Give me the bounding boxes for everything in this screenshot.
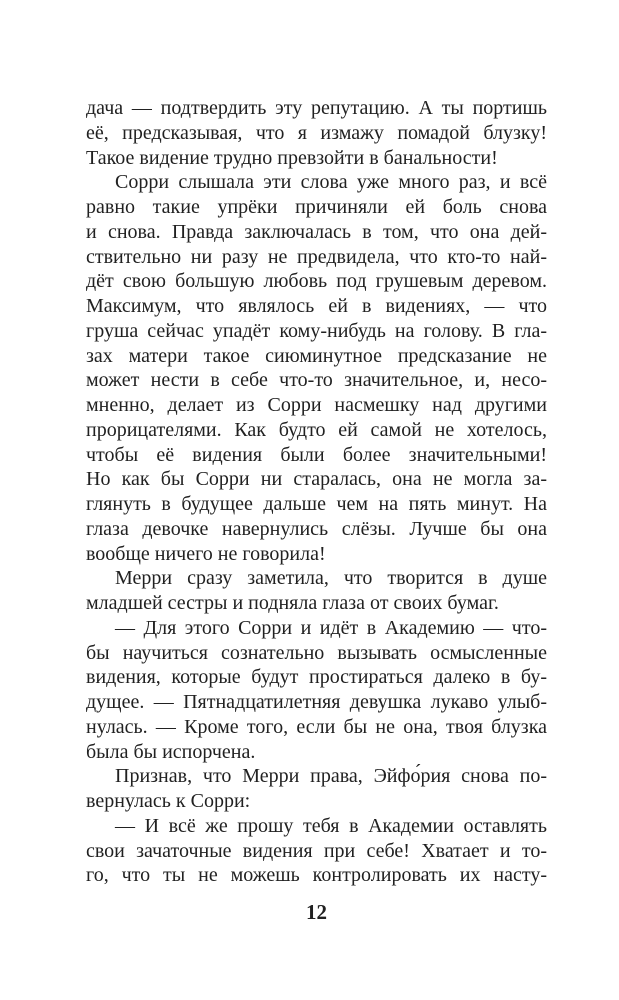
text-line: мненно, делает из Сорри насмешку над другими	[86, 394, 547, 416]
text-line: Мерри сразу заметила, что творится в душе	[115, 567, 547, 590]
text-line: ствительно ни разу не предвидела, что кто-то най-	[86, 245, 547, 268]
text-line: бы научиться сознательно вызывать осмысленные	[86, 641, 547, 664]
text-line: младшей сестры и подняла глаза от своих бумаг.	[86, 592, 499, 614]
text-line: дущее. — Пятнадцатилетняя девушка лукаво улыб-	[86, 691, 547, 713]
text-line: Максимум, что являлось ей в видениях, — что	[86, 295, 547, 317]
text-line: Такое видение трудно превзойти в банальности!	[86, 146, 498, 169]
text-line: вообще ничего не говорила!	[86, 542, 326, 565]
text-line: груша сейчас упадёт кому-нибудь на голову. В гла-	[86, 319, 547, 342]
text-line: может нести в себе что-то значительное, и, несо-	[86, 369, 547, 392]
text-line: свои зачаточные видения при себе! Хватает и то-	[86, 839, 547, 862]
text-line: го, что ты не можешь контролировать их насту-	[86, 864, 547, 887]
text-line: прорицателями. Как будто ей самой не хотелось,	[86, 418, 547, 441]
text-line: дёт свою большую любовь под грушевым деревом.	[86, 270, 547, 293]
text-line: зах матери такое сиюминутное предсказание не	[86, 344, 547, 367]
text-line: Сорри слышала эти слова уже много раз, и всё	[115, 171, 547, 194]
text-line: чтобы её видения были более значительными!	[86, 443, 547, 466]
text-line: была бы испорчена.	[86, 740, 256, 763]
text-line: Но как бы Сорри ни старалась, она не могла за-	[86, 468, 547, 491]
text-line: — И всё же прошу тебя в Академии оставлять	[115, 814, 547, 837]
text-line: дача — подтвердить эту репутацию. А ты портишь	[86, 97, 547, 119]
text-line: равно такие упрёки причиняли ей боль снова	[86, 196, 547, 218]
page-text	[86, 96, 547, 888]
text-line: её, предсказывая, что я измажу помадой блузку!	[86, 121, 547, 144]
text-line: видения, которые будут простираться далеко в бу-	[86, 666, 547, 689]
text-line: глянуть в будущее дальше чем на пять минут. На	[86, 493, 547, 515]
text-line: Признав, что Мерри права, Эйфо́рия снова по-	[115, 765, 547, 788]
text-line: глаза девочке навернулись слёзы. Лучше бы она	[86, 517, 547, 540]
text-line: и снова. Правда заключалась в том, что она дей-	[86, 220, 547, 243]
text-line: нулась. — Кроме того, если бы не она, твоя блузка	[86, 715, 547, 738]
text-line: вернулась к Сорри:	[86, 790, 251, 812]
page-number: 12	[306, 900, 327, 924]
text-line: — Для этого Сорри и идёт в Академию — что-	[115, 616, 547, 639]
